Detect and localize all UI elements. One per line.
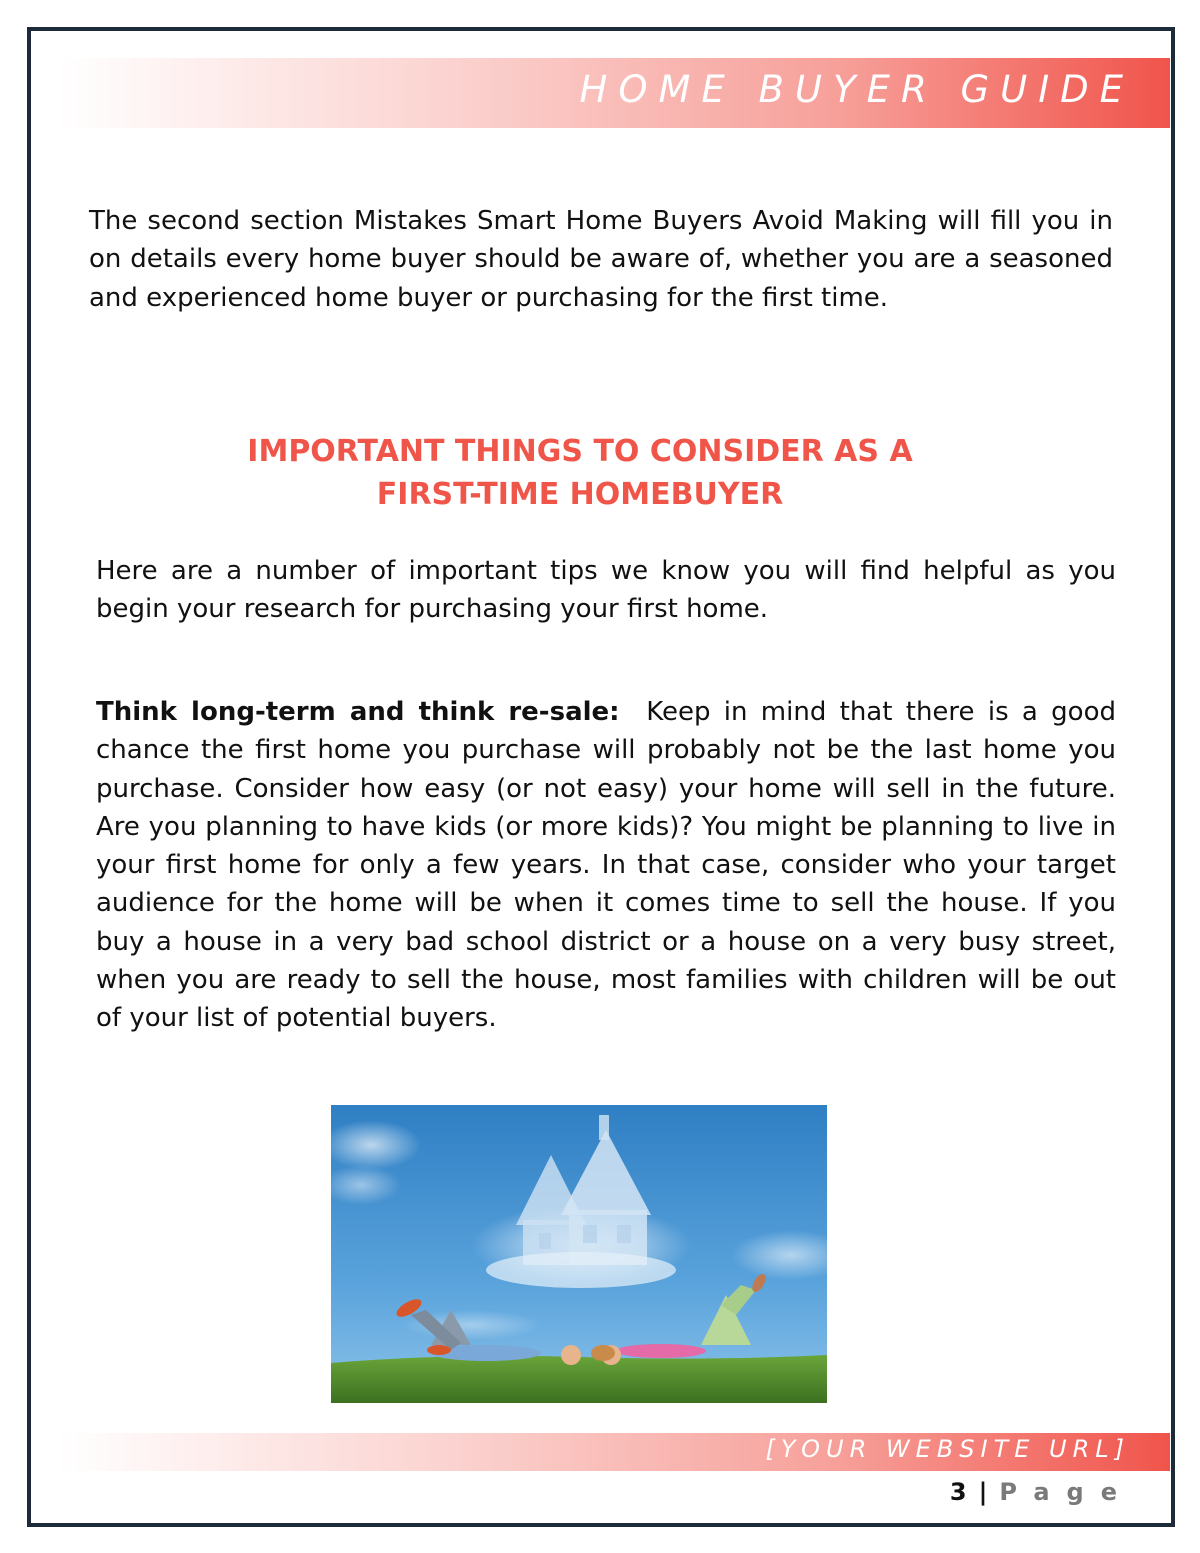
page-number-separator: | (978, 1478, 988, 1506)
section-heading-line1: IMPORTANT THINGS TO CONSIDER AS A (247, 434, 913, 469)
tip-label: Think long-term and think re-sale: (96, 697, 620, 727)
cloud-house-photo (331, 1105, 827, 1403)
header-band (58, 58, 1170, 128)
intro-paragraph: The second section Mistakes Smart Home Buyers Avoid Making will fill you in on details every home buyer should be aware of, whether you are a seasoned and experienced home buyer or purchasing for the first time. (89, 206, 1113, 313)
footer-band (58, 1433, 1170, 1471)
cloud-house-couple-icon (331, 1105, 827, 1403)
page-number (950, 1478, 1134, 1506)
page-word: Page (999, 1478, 1134, 1506)
page-number-value: 3 (949, 1478, 967, 1506)
tips-intro-paragraph: Here are a number of important tips we know you will find helpful as you begin your research for purchasing your first home. (96, 556, 1116, 625)
header-title: HOME BUYER GUIDE (579, 68, 1134, 111)
section-heading-line2: FIRST-TIME HOMEBUYER (376, 477, 784, 512)
tip-text: Keep in mind that there is a good chance the first home you purchase will probably not be the last home you purchase. Consider how easy (or not easy) your home will sell in the future. Are you planning to have kids (or more kids)? You might be planning to live in your first home for only a few years. In that case, consider who your target audience for the home will be when it comes time to sell the house. If you buy a house in a very bad school district or a house on a very busy street, when you are ready to sell the house, most families with children will be out of your list of potential buyers. (96, 697, 1117, 1034)
section-heading (140, 430, 1020, 516)
tip-paragraph (96, 693, 1116, 1038)
footer-website-url[interactable]: [YOUR WEBSITE URL] (765, 1435, 1130, 1463)
